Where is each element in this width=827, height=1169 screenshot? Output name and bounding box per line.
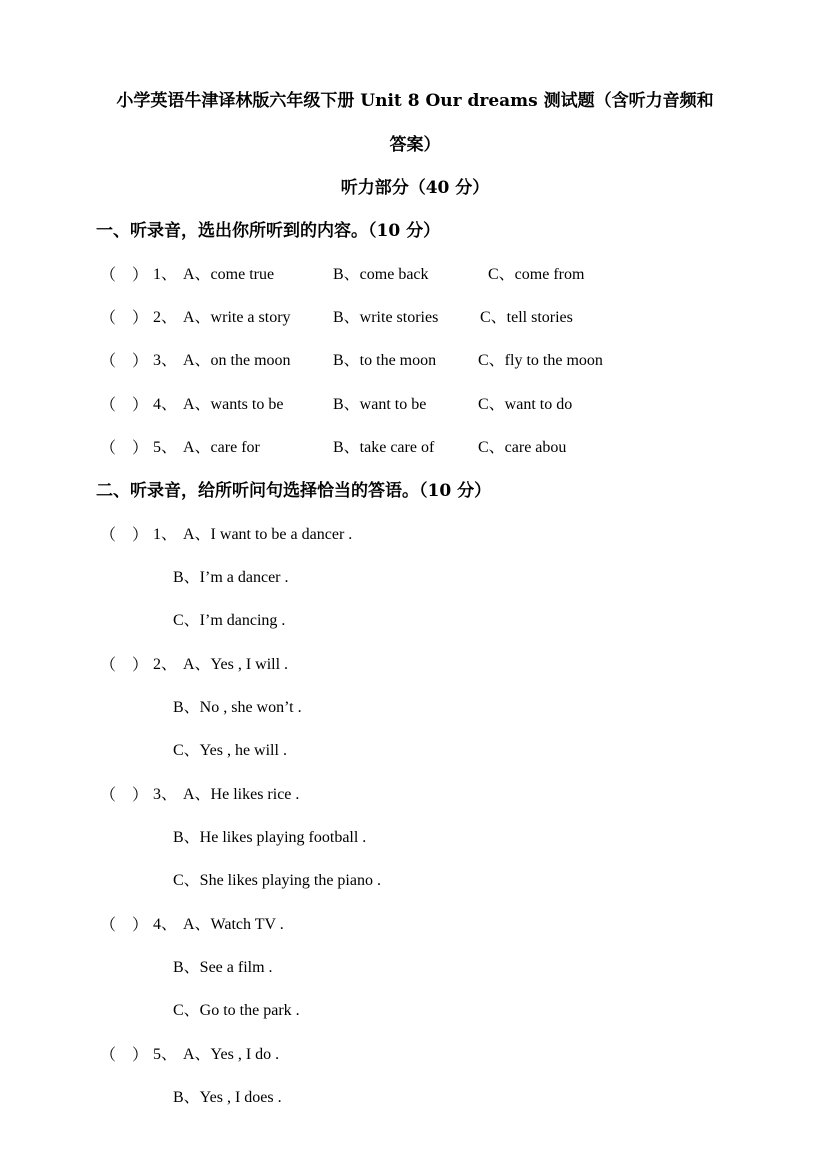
answer-blank[interactable]: （ ）	[100, 1045, 149, 1064]
option-c: C、come from	[488, 266, 585, 283]
option-a: A、I want to be a dancer .	[183, 526, 353, 543]
option-c: C、want to do	[478, 396, 573, 413]
listening-section-header: 听力部分（40 分）	[340, 178, 490, 198]
option-b: B、He likes playing football .	[173, 829, 367, 846]
option-c: C、She likes playing the piano .	[173, 872, 381, 889]
question-number: 2、	[153, 309, 178, 326]
document-title-line-2: 答案）	[389, 135, 441, 155]
option-a: A、come true	[183, 266, 275, 283]
option-b: B、See a film .	[173, 959, 273, 976]
option-c: C、care abou	[478, 439, 567, 456]
option-a: A、Watch TV .	[183, 916, 284, 933]
option-a: A、on the moon	[183, 352, 291, 369]
option-b: B、to the moon	[333, 352, 437, 369]
option-a: A、wants to be	[183, 396, 284, 413]
option-b: B、No , she won’t .	[173, 699, 302, 716]
question-number: 3、	[153, 352, 178, 369]
option-b: B、want to be	[333, 396, 427, 413]
option-c: C、Yes , he will .	[173, 742, 287, 759]
document-title-line-1: 小学英语牛津译林版六年级下册 Unit 8 Our dreams 测试题（含听力音频和	[116, 91, 714, 111]
answer-blank[interactable]: （ ）	[100, 785, 149, 804]
answer-blank[interactable]: （ ）	[100, 265, 149, 284]
option-c: C、fly to the moon	[478, 352, 603, 369]
question-number: 5、	[153, 1046, 178, 1063]
section-1-heading: 一、听录音，选出你所听到的内容。（10 分）	[96, 221, 441, 241]
option-b: B、come back	[333, 266, 429, 283]
answer-blank[interactable]: （ ）	[100, 915, 149, 934]
option-c: C、Go to the park .	[173, 1002, 300, 1019]
question-number: 1、	[153, 526, 178, 543]
question-number: 4、	[153, 396, 178, 413]
option-b: B、Yes , I does .	[173, 1089, 282, 1106]
question-number: 1、	[153, 266, 178, 283]
option-a: A、He likes rice .	[183, 786, 300, 803]
option-a: A、care for	[183, 439, 260, 456]
answer-blank[interactable]: （ ）	[100, 438, 149, 457]
answer-blank[interactable]: （ ）	[100, 525, 149, 544]
option-a: A、write a story	[183, 309, 291, 326]
section-2-heading: 二、听录音，给所听问句选择恰当的答语。（10 分）	[96, 481, 492, 501]
answer-blank[interactable]: （ ）	[100, 395, 149, 414]
question-number: 2、	[153, 656, 178, 673]
answer-blank[interactable]: （ ）	[100, 351, 149, 370]
question-number: 4、	[153, 916, 178, 933]
option-a: A、Yes , I do .	[183, 1046, 280, 1063]
question-number: 3、	[153, 786, 178, 803]
option-b: B、I’m a dancer .	[173, 569, 289, 586]
option-a: A、Yes , I will .	[183, 656, 289, 673]
option-c: C、tell stories	[480, 309, 573, 326]
option-c: C、I’m dancing .	[173, 612, 286, 629]
answer-blank[interactable]: （ ）	[100, 308, 149, 327]
question-number: 5、	[153, 439, 178, 456]
option-b: B、write stories	[333, 309, 439, 326]
answer-blank[interactable]: （ ）	[100, 655, 149, 674]
option-b: B、take care of	[333, 439, 435, 456]
